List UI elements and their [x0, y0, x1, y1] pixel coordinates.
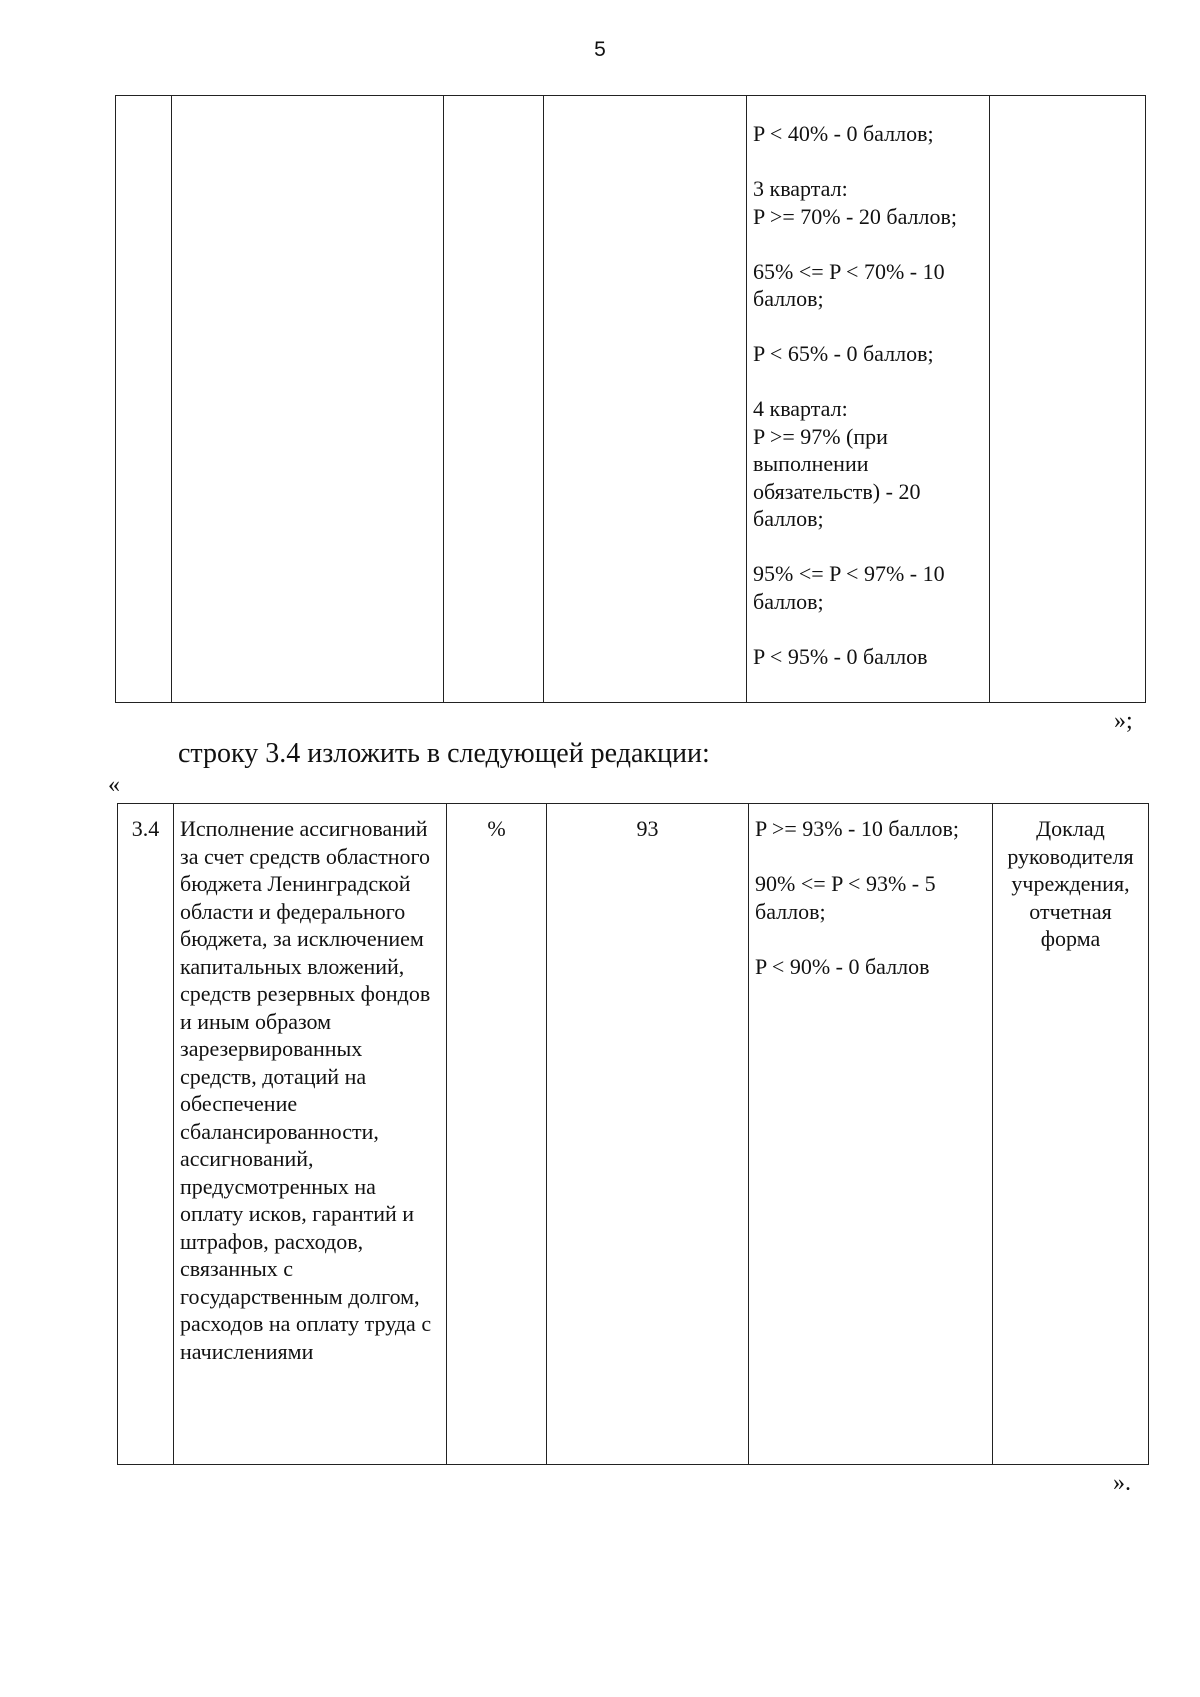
closing-quote-final: ».	[1113, 1470, 1131, 1496]
criteria-paragraph	[753, 175, 983, 230]
page-number: 5	[594, 38, 606, 61]
closing-quote: »;	[1114, 708, 1133, 734]
indicator-cell	[174, 804, 447, 1465]
criteria-line: P < 40% - 0 баллов;	[753, 121, 934, 146]
table-row	[116, 96, 1146, 703]
row-3-4-table	[117, 803, 1149, 1465]
unit-text: %	[487, 816, 506, 841]
criteria-line: P >= 97% (при выполнении обязательств) - 20 баллов;	[753, 423, 921, 531]
unit-cell	[444, 96, 544, 703]
number-cell	[118, 804, 174, 1465]
row-number: 3.4	[131, 816, 160, 841]
criteria-line: 4 квартал:	[753, 396, 848, 421]
indicator-text: Исполнение ассигнований за счет средств областного бюджета Ленинградской области и федерального бюджета, за исключением капитальных вложений, средств резервных фондов и иным образом зарезервированных средств, дотаций на обеспечение сбалансированности, ассигнований, предусмотренных на оплату исков, гарантий и штрафов, расходов, связанных с государственным долгом, расходов на оплату труда с начислениями	[180, 816, 432, 1364]
criteria-paragraph	[753, 560, 983, 615]
source-cell	[993, 804, 1149, 1465]
criteria-line: 3 квартал:	[753, 176, 848, 201]
criteria-line: P < 65% - 0 баллов;	[753, 341, 934, 366]
criteria-paragraph	[753, 643, 983, 671]
criteria-line: P < 90% - 0 баллов	[755, 953, 930, 979]
criteria-paragraph	[753, 120, 983, 148]
instruction-text: строку 3.4 изложить в следующей редакции:	[178, 738, 710, 769]
criteria-line: 90% <= P < 93% - 5 баллов;	[755, 871, 936, 924]
unit-cell	[447, 804, 547, 1465]
criteria-cell	[747, 96, 990, 703]
criteria-paragraph	[753, 258, 983, 313]
criteria-line: 65% <= P < 70% - 10 баллов;	[753, 258, 945, 311]
target-value: 93	[636, 816, 659, 841]
criteria-cell	[749, 804, 993, 1465]
target-cell	[544, 96, 747, 703]
criteria-line: P >= 93% - 10 баллов;	[755, 816, 959, 841]
source-text: Доклад руководителя учреждения, отчетная форма	[1007, 816, 1134, 951]
table-row	[118, 804, 1149, 1465]
opening-quote: «	[108, 772, 120, 798]
target-cell	[547, 804, 749, 1465]
number-cell	[116, 96, 172, 703]
criteria-paragraph	[753, 395, 983, 533]
criteria-line: P < 95% - 0 баллов	[753, 643, 928, 669]
criteria-table-continuation	[115, 95, 1146, 703]
criteria-line: 95% <= P < 97% - 10 баллов;	[753, 561, 945, 614]
indicator-cell	[172, 96, 444, 703]
criteria-line: P >= 70% - 20 баллов;	[753, 203, 957, 229]
source-cell	[990, 96, 1146, 703]
criteria-paragraph	[753, 340, 983, 368]
